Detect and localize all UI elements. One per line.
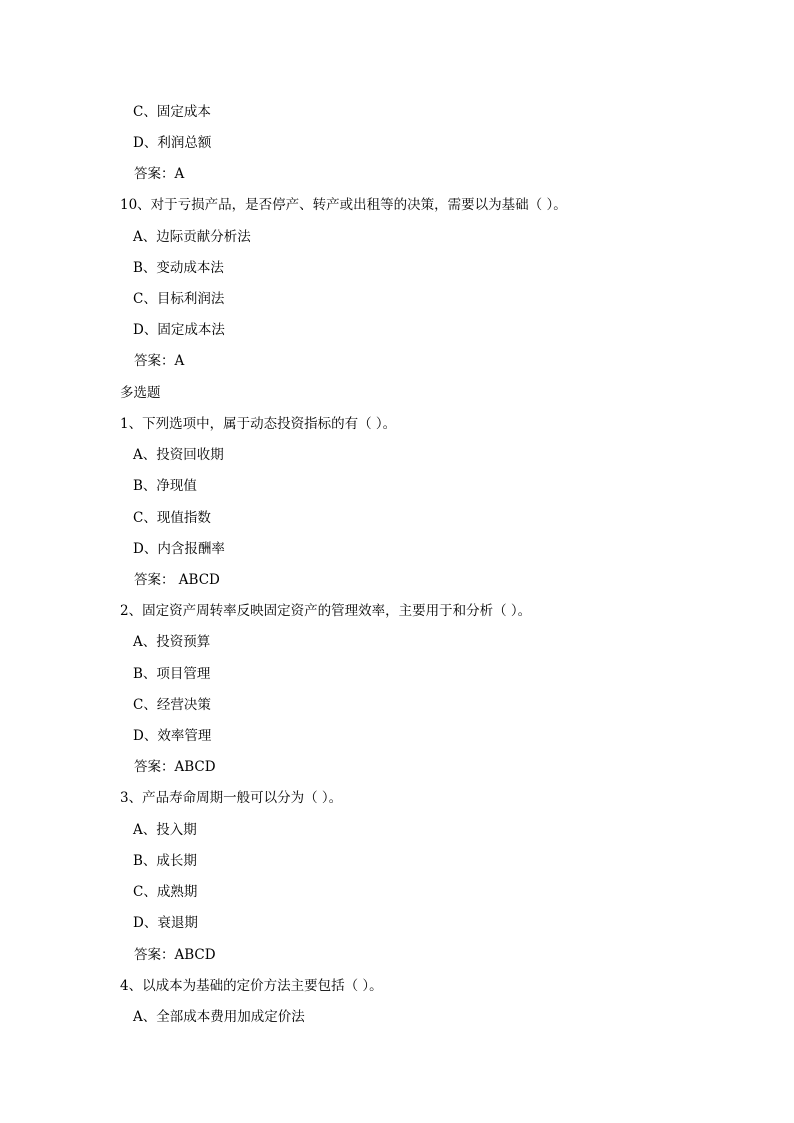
option-c: C、固定成本 (133, 104, 211, 120)
section-heading: 多选题 (120, 385, 161, 401)
option-a: A、投资预算 (133, 634, 211, 650)
question-10: 10、对于亏损产品，是否停产、转产或出租等的决策，需要以为基础（ ）。 (120, 197, 567, 213)
answer: 答案： ABCD (134, 572, 220, 588)
option-c: C、经营决策 (133, 697, 211, 713)
option-a: A、投资回收期 (133, 447, 224, 463)
option-b: B、项目管理 (133, 666, 211, 682)
option-d: D、利润总额 (133, 135, 212, 151)
answer: 答案：A (134, 353, 185, 369)
option-d: D、内含报酬率 (133, 541, 225, 557)
option-c: C、成熟期 (133, 884, 198, 900)
option-b: B、成长期 (133, 853, 197, 869)
option-a: A、全部成本费用加成定价法 (133, 1009, 305, 1025)
question-3: 3、产品寿命周期一般可以分为（ ）。 (120, 790, 343, 806)
answer: 答案：ABCD (134, 947, 216, 963)
option-d: D、效率管理 (133, 728, 212, 744)
option-b: B、净现值 (133, 478, 197, 494)
option-c: C、现值指数 (133, 510, 211, 526)
question-4: 4、以成本为基础的定价方法主要包括（ ）。 (120, 978, 383, 994)
option-a: A、投入期 (133, 822, 197, 838)
question-2: 2、固定资产周转率反映固定资产的管理效率，主要用于和分析（ ）。 (120, 603, 532, 619)
option-a: A、边际贡献分析法 (133, 229, 251, 245)
option-d: D、衰退期 (133, 915, 198, 931)
answer: 答案：ABCD (134, 759, 216, 775)
option-c: C、目标利润法 (133, 291, 225, 307)
option-d: D、固定成本法 (133, 322, 225, 338)
question-1: 1、下列选项中，属于动态投资指标的有（ ）。 (120, 416, 397, 432)
answer: 答案：A (134, 166, 185, 182)
option-b: B、变动成本法 (133, 260, 224, 276)
